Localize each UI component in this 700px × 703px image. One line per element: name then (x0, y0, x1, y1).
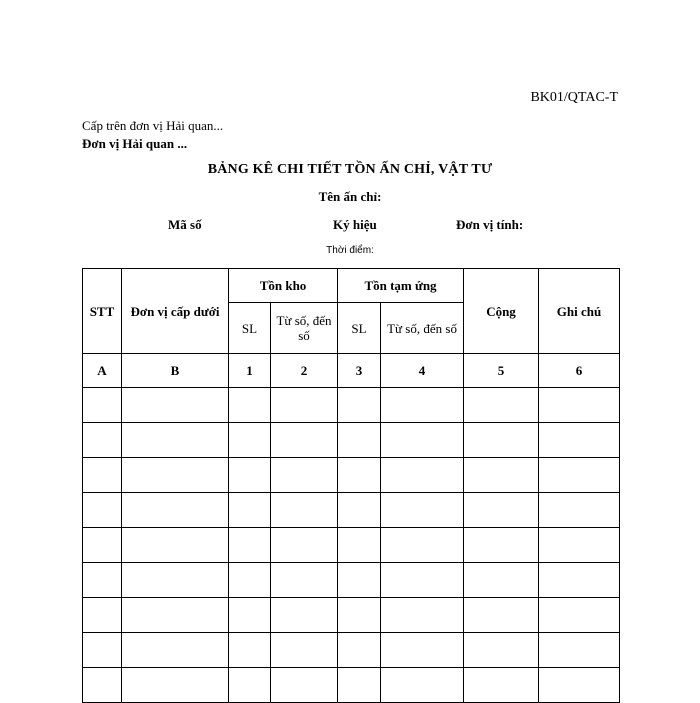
table-cell[interactable] (381, 493, 464, 528)
index-row (83, 354, 620, 388)
table-cell[interactable] (338, 423, 381, 458)
table-cell[interactable] (83, 493, 122, 528)
table-cell[interactable] (229, 598, 271, 633)
table-cell[interactable] (122, 668, 229, 703)
col-advance: Tồn tạm ứng (338, 269, 464, 303)
table-cell[interactable] (338, 633, 381, 668)
table-cell[interactable] (464, 633, 539, 668)
table-cell[interactable] (381, 423, 464, 458)
table-cell[interactable] (83, 388, 122, 423)
table-row (83, 563, 620, 598)
table-cell[interactable] (229, 668, 271, 703)
parent-agency: Cấp trên đơn vị Hải quan... (82, 118, 224, 133)
table-cell[interactable] (539, 528, 620, 563)
col-stock-range: Từ số, đến số (271, 303, 338, 354)
table-cell[interactable] (338, 528, 381, 563)
table-row (83, 668, 620, 703)
item-name-label: Tên ấn chỉ: (318, 189, 382, 204)
table-cell[interactable] (83, 633, 122, 668)
table-cell[interactable] (229, 528, 271, 563)
index-cell: A (83, 354, 122, 388)
table-cell[interactable] (338, 598, 381, 633)
table-cell[interactable] (539, 633, 620, 668)
index-cell: 3 (338, 354, 381, 388)
table-cell[interactable] (229, 633, 271, 668)
code-label: Mã số (168, 217, 202, 232)
table-cell[interactable] (464, 563, 539, 598)
table-cell[interactable] (539, 563, 620, 598)
table-cell[interactable] (271, 563, 338, 598)
table-cell[interactable] (539, 423, 620, 458)
table-cell[interactable] (271, 668, 338, 703)
table-cell[interactable] (271, 528, 338, 563)
table-cell[interactable] (229, 563, 271, 598)
table-cell[interactable] (338, 563, 381, 598)
index-cell: 4 (381, 354, 464, 388)
table-cell[interactable] (381, 528, 464, 563)
table-cell[interactable] (271, 388, 338, 423)
table-cell[interactable] (381, 458, 464, 493)
inventory-table (82, 268, 620, 703)
customs-agency: Đơn vị Hải quan ... (82, 136, 188, 151)
table-cell[interactable] (539, 598, 620, 633)
table-cell[interactable] (229, 458, 271, 493)
table-cell[interactable] (464, 388, 539, 423)
col-advance-qty: SL (338, 303, 381, 354)
table-cell[interactable] (539, 668, 620, 703)
table-cell[interactable] (381, 563, 464, 598)
col-note: Ghi chú (539, 269, 620, 354)
table-cell[interactable] (229, 423, 271, 458)
table-cell[interactable] (271, 458, 338, 493)
form-code: BK01/QTAC-T (530, 90, 618, 105)
table-row (83, 423, 620, 458)
table-cell[interactable] (338, 458, 381, 493)
table-cell[interactable] (464, 458, 539, 493)
table-cell[interactable] (271, 598, 338, 633)
unit-label: Đơn vị tính: (456, 217, 524, 232)
table-cell[interactable] (122, 598, 229, 633)
table-cell[interactable] (271, 633, 338, 668)
table-cell[interactable] (539, 493, 620, 528)
table-row (83, 388, 620, 423)
table-cell[interactable] (381, 633, 464, 668)
table-cell[interactable] (381, 388, 464, 423)
table-row (83, 493, 620, 528)
table-cell[interactable] (122, 458, 229, 493)
table-cell[interactable] (464, 528, 539, 563)
col-in-stock: Tồn kho (229, 269, 338, 303)
table-row (83, 528, 620, 563)
table-cell[interactable] (539, 458, 620, 493)
col-subordinate-unit: Đơn vị cấp dưới (122, 269, 229, 354)
col-total: Cộng (464, 269, 539, 354)
col-stt: STT (83, 269, 122, 354)
table-cell[interactable] (464, 668, 539, 703)
table-cell[interactable] (83, 668, 122, 703)
table-cell[interactable] (338, 388, 381, 423)
symbol-label: Ký hiệu (333, 217, 377, 232)
table-cell[interactable] (122, 423, 229, 458)
table-cell[interactable] (122, 563, 229, 598)
index-cell: 2 (271, 354, 338, 388)
table-cell[interactable] (83, 598, 122, 633)
header-row-top (83, 269, 620, 303)
col-stock-qty: SL (229, 303, 271, 354)
table-cell[interactable] (122, 633, 229, 668)
table-cell[interactable] (122, 493, 229, 528)
blank-rows (83, 388, 620, 703)
table-row (83, 633, 620, 668)
table-cell[interactable] (83, 563, 122, 598)
point-in-time-label: Thời điểm: (326, 245, 374, 256)
table-cell[interactable] (229, 493, 271, 528)
table-cell[interactable] (83, 423, 122, 458)
table-cell[interactable] (338, 668, 381, 703)
index-cell: 6 (539, 354, 620, 388)
table-cell[interactable] (464, 423, 539, 458)
table-cell[interactable] (271, 493, 338, 528)
document-title: BẢNG KÊ CHI TIẾT TỒN ẤN CHỈ, VẬT TƯ (207, 162, 493, 177)
table-cell[interactable] (83, 528, 122, 563)
table-cell[interactable] (229, 388, 271, 423)
index-cell: 1 (229, 354, 271, 388)
table-cell[interactable] (122, 528, 229, 563)
table-cell[interactable] (464, 598, 539, 633)
table-cell[interactable] (338, 493, 381, 528)
table-cell[interactable] (381, 668, 464, 703)
table-cell[interactable] (381, 598, 464, 633)
table-cell[interactable] (464, 493, 539, 528)
table-cell[interactable] (539, 388, 620, 423)
table-cell[interactable] (271, 423, 338, 458)
index-cell: 5 (464, 354, 539, 388)
index-cell: B (122, 354, 229, 388)
table-row (83, 598, 620, 633)
table-cell[interactable] (122, 388, 229, 423)
table-row (83, 458, 620, 493)
col-advance-range: Từ số, đến số (381, 303, 464, 354)
table-cell[interactable] (83, 458, 122, 493)
